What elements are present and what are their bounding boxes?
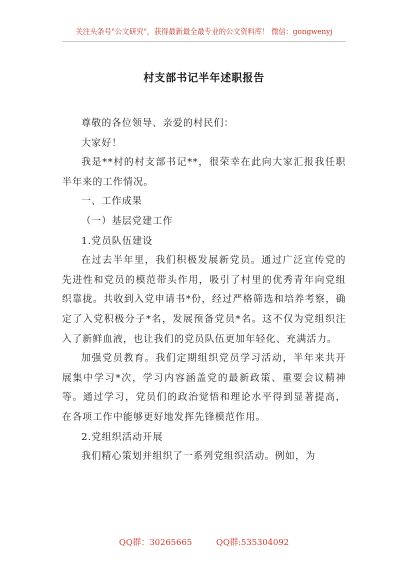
salutation: 尊敬的各位领导、亲爱的村民们： xyxy=(81,118,235,129)
greeting: 大家好！ xyxy=(81,137,122,149)
document-body xyxy=(62,114,346,467)
body-paragraph: 在过去半年里，我们积极发展新党员。通过广泛宣传党的先进性和党员的模范带头作用，吸引了村里的优秀青年向党组织靠拢。共收到入党申请书*份，经过严格筛选和培养考察，确定了入党积极分子*名，发展预备党员*名。这不仅为党组织注入了新鲜血液，也让我们的党员队伍更加年轻化、充满活力。 xyxy=(62,255,346,345)
footer-qq-group-1: QQ群：30265665 xyxy=(119,537,193,547)
header-banner: 关注头条号"公文研究"，获得最新最全最专业的公文资料库！ 微信：gongwenyj xyxy=(75,27,333,36)
footer-contact xyxy=(0,536,408,548)
subsection-heading-1: （一）基层党建工作 xyxy=(81,215,173,227)
item-heading-1: 1.党员队伍建设 xyxy=(81,235,153,247)
body-paragraph: 我们精心策划并组织了一系列党组织活动。例如，为 xyxy=(81,451,316,463)
item-heading-2: 2.党组织活动开展 xyxy=(81,431,163,443)
body-paragraph: 加强党员教育。我们定期组织党员学习活动，半年来共开展集中学习*次，学习内容涵盖党的最新政策、重要会议精神等。通过学习，党员们的政治觉悟和理论水平得到显著提高，在各项工作中能够更好地发挥先锋模范作用。 xyxy=(62,353,346,423)
footer-qq-group-2: QQ群:535304092 xyxy=(216,537,289,547)
intro-paragraph: 我是**村的村支部书记**，很荣幸在此向大家汇报我任职半年来的工作情况。 xyxy=(62,157,346,188)
section-heading-1: 一、工作成果 xyxy=(81,196,143,208)
document-title: 村支部书记半年述职报告 xyxy=(143,72,265,84)
header-divider xyxy=(62,41,346,42)
